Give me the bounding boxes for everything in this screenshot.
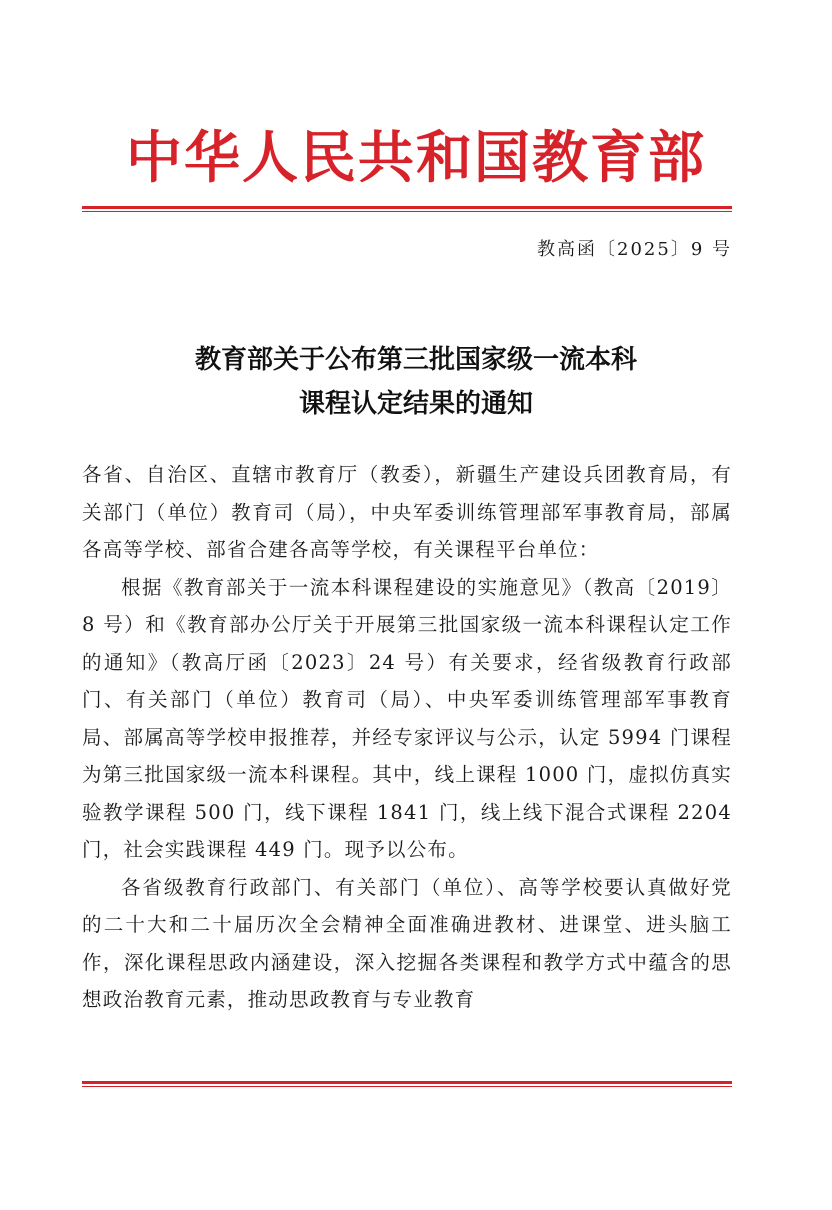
title-line-1: 教育部关于公布第三批国家级一流本科 (194, 345, 637, 375)
document-number: 教高函〔2025〕9 号 (537, 239, 732, 260)
body-paragraph-1: 根据《教育部关于一流本科课程建设的实施意见》（教高〔2019〕8 号）和《教育部办公厅关于开展第三批国家级一流本科课程认定工作的通知》（教高厅函〔2023〕24 号）有关要求，经省级教育行政部门、有关部门（单位）教育司（局）、中央军委训练管理部军事教育局、部属高等学校申报推荐，并经专家评议与公示，认定 5994 门课程为第三批国家级一流本科课程。其中，线上课程 1000 门，虚拟仿真实验教学课程 500 门，线下课程 1841 门，线上线下混合式课程 2204 门，社会实践课程 449 门。现予以公布。 (82, 575, 732, 861)
issuer-masthead: 中华人民共和国教育部 (126, 125, 706, 191)
body-paragraph-2: 各省级教育行政部门、有关部门（单位）、高等学校要认真做好党的二十大和二十届历次全会精神全面准确进教材、进课堂、进头脑工作，深化课程思政内涵建设，深入挖掘各类课程和教学方式中蕴含的思想政治教育元素，推动思政教育与专业教育 (82, 875, 732, 1011)
document-body (82, 456, 732, 1019)
divider-thick-line (82, 1081, 732, 1084)
divider-thick-line (82, 206, 732, 209)
salutation: 各省、自治区、直辖市教育厅（教委），新疆生产建设兵团教育局，有关部门（单位）教育司（局），中央军委训练管理部军事教育局，部属各高等学校、部省合建各高等学校，有关课程平台单位： (82, 463, 732, 561)
title-line-2: 课程认定结果的通知 (298, 389, 533, 419)
footer-divider (82, 1081, 732, 1087)
masthead-divider (82, 206, 732, 212)
divider-thin-line (82, 1086, 732, 1087)
document-title (82, 338, 750, 426)
divider-thin-line (82, 211, 732, 212)
